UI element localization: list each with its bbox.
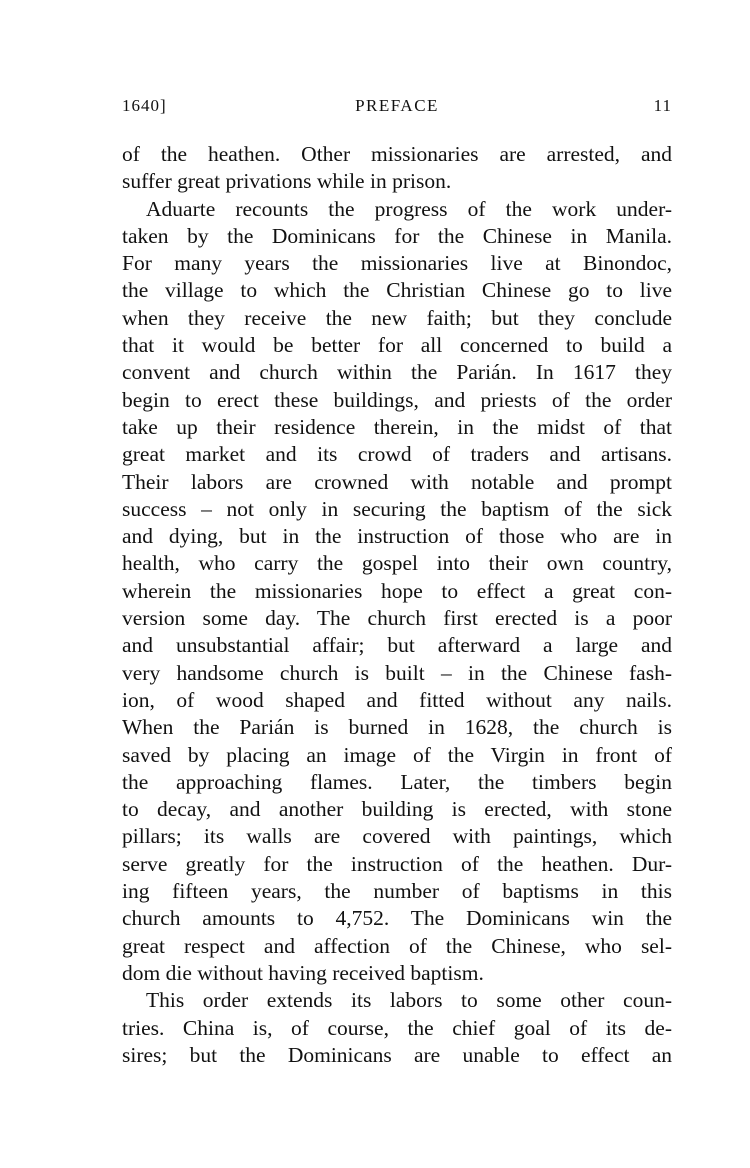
header-year: 1640] <box>122 96 167 115</box>
text-line: For many years the missionaries live at Binondoc, <box>122 251 672 276</box>
running-head <box>122 96 672 122</box>
text-line: begin to erect these buildings, and priests of the order <box>122 387 672 412</box>
text-line: pillars; its walls are covered with paintings, which <box>122 824 672 849</box>
text-line: that it would be better for all concerned to build a <box>122 333 672 358</box>
text-line: This order extends its labors to some other coun- <box>146 988 672 1013</box>
text-line: wherein the missionaries hope to effect a great con- <box>122 578 672 603</box>
page-number: 11 <box>653 96 672 115</box>
text-line: health, who carry the gospel into their own country, <box>122 551 672 576</box>
text-line: great respect and affection of the Chinese, who sel- <box>122 933 672 958</box>
text-line: when they receive the new faith; but they conclude <box>122 305 672 330</box>
text-line: convent and church within the Parián. In 1617 they <box>122 360 672 385</box>
text-line: tries. China is, of course, the chief goal of its de- <box>122 1015 672 1040</box>
text-line: success – not only in securing the baptism of the sick <box>122 496 672 521</box>
text-line: saved by placing an image of the Virgin in front of <box>122 742 672 767</box>
text-line: of the heathen. Other missionaries are arrested, and <box>122 142 672 166</box>
text-line: taken by the Dominicans for the Chinese in Manila. <box>122 223 672 248</box>
text-line: ion, of wood shaped and fitted without any nails. <box>122 687 672 712</box>
paragraph <box>122 141 672 196</box>
text-line: ing fifteen years, the number of baptisms in this <box>122 879 672 904</box>
text-line: version some day. The church first erected is a poor <box>122 606 672 631</box>
text-line: and dying, but in the instruction of those who are in <box>122 524 672 549</box>
paragraph <box>122 196 672 988</box>
text-line: the approaching flames. Later, the timbers begin <box>122 769 672 794</box>
text-line: great market and its crowd of traders and artisans. <box>122 442 672 467</box>
paragraph <box>122 987 672 1069</box>
text-line: Their labors are crowned with notable and prompt <box>122 469 672 494</box>
text-line: the village to which the Christian Chinese go to live <box>122 278 672 303</box>
text-line: Aduarte recounts the progress of the work under- <box>146 196 672 221</box>
text-line: serve greatly for the instruction of the heathen. Dur- <box>122 851 672 876</box>
text-line: sires; but the Dominicans are unable to effect an <box>122 1042 672 1067</box>
page-title: PREFACE <box>355 96 439 115</box>
text-line: church amounts to 4,752. The Dominicans win the <box>122 906 672 931</box>
text-line: When the Parián is burned in 1628, the church is <box>122 715 672 740</box>
text-line: and unsubstantial affair; but afterward a large and <box>122 633 672 658</box>
text-line: very handsome church is built – in the Chinese fash- <box>122 660 672 685</box>
text-line: to decay, and another building is erected, with stone <box>122 797 672 822</box>
text-line: dom die without having received baptism. <box>122 960 484 985</box>
body-text <box>122 141 672 1069</box>
text-line: suffer great privations while in prison. <box>122 169 452 194</box>
text-line: take up their residence therein, in the midst of that <box>122 414 672 439</box>
